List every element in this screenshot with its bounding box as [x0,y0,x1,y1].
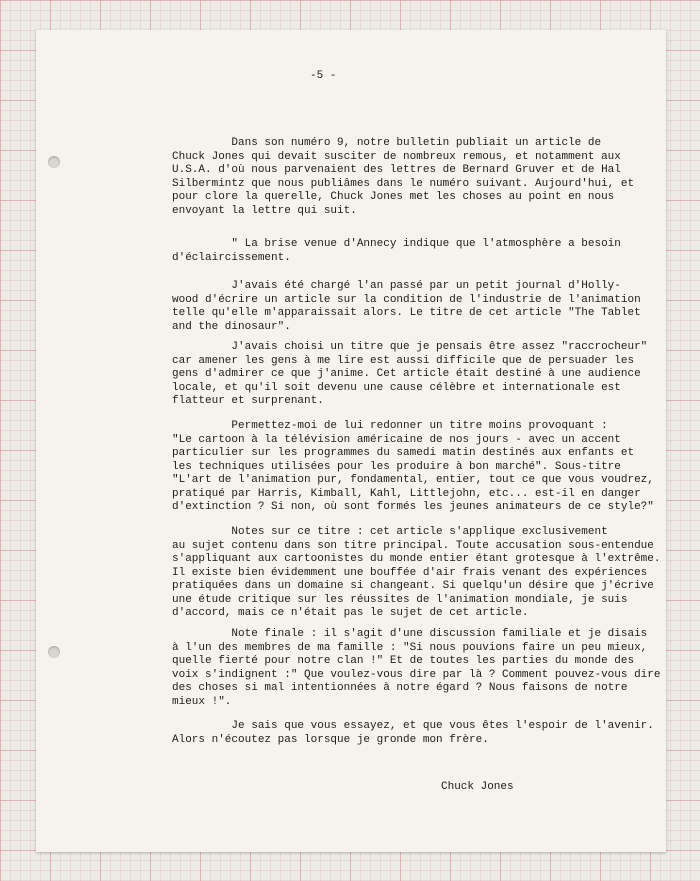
intro-paragraph: Dans son numéro 9, notre bulletin publiait un article de Chuck Jones qui devait susciter de nombreux remous, et notamment aux U.S.A. d'où nous parvenaient des lettres de Bernard Gruver et de Hal Silbermintz que nous publiâmes dans le numéro suivant. Aujourd'hui, et pour clore la querelle, Chuck Jones met les choses au point en nous envoyant la lettre qui suit. [172,137,635,217]
typed-page [36,30,666,852]
punch-hole [48,156,60,168]
letter-paragraph: Note finale : il s'agit d'une discussion familiale et je disais à l'un des membres de ma famille : "Si nous pouvions faire un peu mieux, quelle fierté pour notre clan !" Et de toutes les parties du monde des voix s'indignent :" Que voulez-vous dire par là ? Comment pouvez-vous dire des choses si mal intentionnées à notre égard ? Nous faisons de notre mieux !". [172,628,661,708]
signature: Chuck Jones [441,781,514,793]
page-number: -5 - [310,70,337,82]
letter-paragraph: Permettez-moi de lui redonner un titre moins provoquant : "Le cartoon à la télévision américaine de nos jours - avec un accent particulier sur les programmes du samedi matin destinés aux enfants et les techniques utilisées pour les produire à bon marché". Sous-titre "L'art de l'animation pur, fondamental, entier, tout ce que vous voudrez, pratiqué par Harris, Kimball, Kahl, Littlejohn, etc... est-il en danger d'extinction ? Si non, où sont formés les jeunes animateurs de ce style?" [172,420,654,513]
letter-paragraph: " La brise venue d'Annecy indique que l'atmosphère a besoin d'éclaircissement. [172,238,621,264]
letter-paragraph: J'avais été chargé l'an passé par un petit journal d'Holly- wood d'écrire un article sur la condition de l'industrie de l'animation telle qu'elle m'apparaissait alors. Le titre de cet article "The Tablet and the dinosaur". [172,280,641,333]
letter-paragraph: Je sais que vous essayez, et que vous êtes l'espoir de l'avenir. Alors n'écoutez pas lorsque je gronde mon frère. [172,720,654,746]
letter-paragraph: Notes sur ce titre : cet article s'applique exclusivement au sujet contenu dans son titre principal. Toute accusation sous-entendue s'appliquant aux cartoonistes du monde entier étant grotesque à l'extrême. Il existe bien évidemment une bouffée d'air frais venant des expériences pratiquées dans un domaine si changeant. Si quelqu'un désire que j'écrive une étude critique sur les réussites de l'animation mondiale, je suis d'accord, mais ce n'était pas le sujet de cet article. [172,526,661,619]
letter-paragraph: J'avais choisi un titre que je pensais être assez "raccrocheur" car amener les gens à me lire est aussi difficile que de persuader les gens d'admirer ce que j'anime. Cet article était destiné à une audience locale, et qu'il soit devenu une cause célèbre et internationale est flatteur et surprenant. [172,341,648,407]
punch-hole [48,646,60,658]
